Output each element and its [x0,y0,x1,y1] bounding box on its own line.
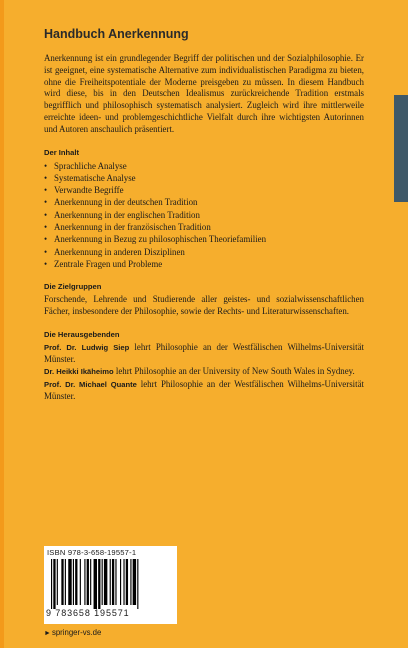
isbn-label: ISBN 978-3-658-19557-1 [47,548,137,557]
barcode-bar [90,559,91,605]
barcode-bar [80,559,81,605]
list-item [44,209,364,221]
bullet-icon: • [44,185,48,196]
list-item [44,246,364,258]
list-item-label: Verwandte Begriffe [54,185,124,196]
barcode-bar [120,559,121,605]
barcode-bar [133,559,136,605]
list-item-label: Zentrale Fragen und Probleme [54,258,163,269]
contents-heading: Der Inhalt [44,147,80,157]
list-item-label: Anerkennung in der englischen Tradition [54,209,200,220]
barcode-bar [65,559,66,605]
bullet-icon: • [44,246,48,257]
editor-bio: lehrt Philosophie an der University of New South Wales in Sydney. [113,366,355,377]
list-item-label: Anerkennung in Bezug zu philosophischen Theoriefamilien [54,234,267,245]
contents-list [44,160,364,271]
editor-entry [44,366,364,378]
list-item [44,172,364,184]
barcode-bar [94,559,97,609]
bullet-icon: • [44,222,48,233]
bullet-icon: • [44,258,48,269]
list-item-label: Sprachliche Analyse [54,160,127,171]
barcode-bar [61,559,63,605]
list-item [44,184,364,196]
audience-heading: Die Zielgruppen [44,282,102,292]
bullet-icon: • [44,197,48,208]
list-item [44,233,364,245]
bullet-icon: • [44,234,48,245]
list-item [44,160,364,172]
editor-name: Prof. Dr. Michael Quante [44,380,137,390]
spine-strip [0,0,4,648]
editor-entry [44,342,364,366]
list-item [44,196,364,208]
barcode-icon [51,559,171,609]
barcode-bar [84,559,85,605]
editor-name: Dr. Heikki Ikäheimo [44,367,114,377]
back-cover-content [44,27,364,404]
editor-entry [44,379,364,403]
barcode-bar [53,559,55,609]
list-item [44,258,364,270]
barcode-bar [51,559,52,609]
editor-bio: lehrt Philosophie an der Westfälischen Wilhelms-Universität Münster. [44,379,364,402]
list-item-label: Anerkennung in der deutschen Tradition [54,197,198,208]
list-item-label: Systematische Analyse [54,172,136,183]
book-title: Handbuch Anerkennung [44,27,189,41]
bullet-icon: • [44,209,48,220]
barcode-bar [102,559,103,605]
editor-name: Prof. Dr. Ludwig Siep [44,342,130,352]
bullet-icon: • [44,160,48,171]
edge-tab [394,95,408,202]
barcode-bar [115,559,116,605]
list-item [44,221,364,233]
barcode-bar [57,559,58,605]
bullet-icon: • [44,172,48,183]
barcode-bar [68,559,71,605]
list-item-label: Anerkennung in der französischen Tradition [54,222,211,233]
editors-heading: Die Herausgebenden [44,329,120,339]
barcode-bar [98,559,100,609]
barcode-digits: 9 783658 195571 [46,608,130,618]
publisher-website[interactable] [44,628,101,637]
isbn-barcode [44,546,177,624]
book-description: Anerkennung ist ein grundlegender Begriff der politischen und der Sozialphilosophie. Er ist geeignet, eine systematische Alternative zum individualistischen Paradigma zu bieten, ohne die Freiheitspotentiale der Moderne preisgeben zu müssen. In diesem Handbuch wird diese, bis in den Deutschen Idealismus zurückreichende Tradition erstmals begrifflich und philosophisch systematisch analysiert. Zugleich wird ihre mittlerweile erreichte ideen- und problemgeschichtliche Vielfalt durch ihre wichtigsten Autorinnen und Autoren anschaulich präsentiert. [44,53,364,134]
barcode-bar [112,559,114,605]
barcode-bar [104,559,107,605]
website-label: springer-vs.de [51,628,102,637]
barcode-bar [87,559,89,605]
barcode-bar [126,559,128,605]
barcode-bar [123,559,124,605]
list-item-label: Anerkennung in anderen Disziplinen [54,246,185,257]
arrow-right-icon: ► [44,630,51,637]
barcode-bar [130,559,131,605]
barcode-bar [110,559,111,605]
barcode-bar [137,559,138,609]
editor-bio: lehrt Philosophie an der Westfälischen Wilhelms-Universität Münster. [44,341,364,364]
barcode-bar [73,559,74,605]
audience-text: Forschende, Lehrende und Studierende aller geistes- und sozialwissenschaftlichen Fächer, insbesondere der Philosophie, sowie der Rechts- und Literaturwissenschaften. [44,294,364,317]
barcode-bar [75,559,77,605]
